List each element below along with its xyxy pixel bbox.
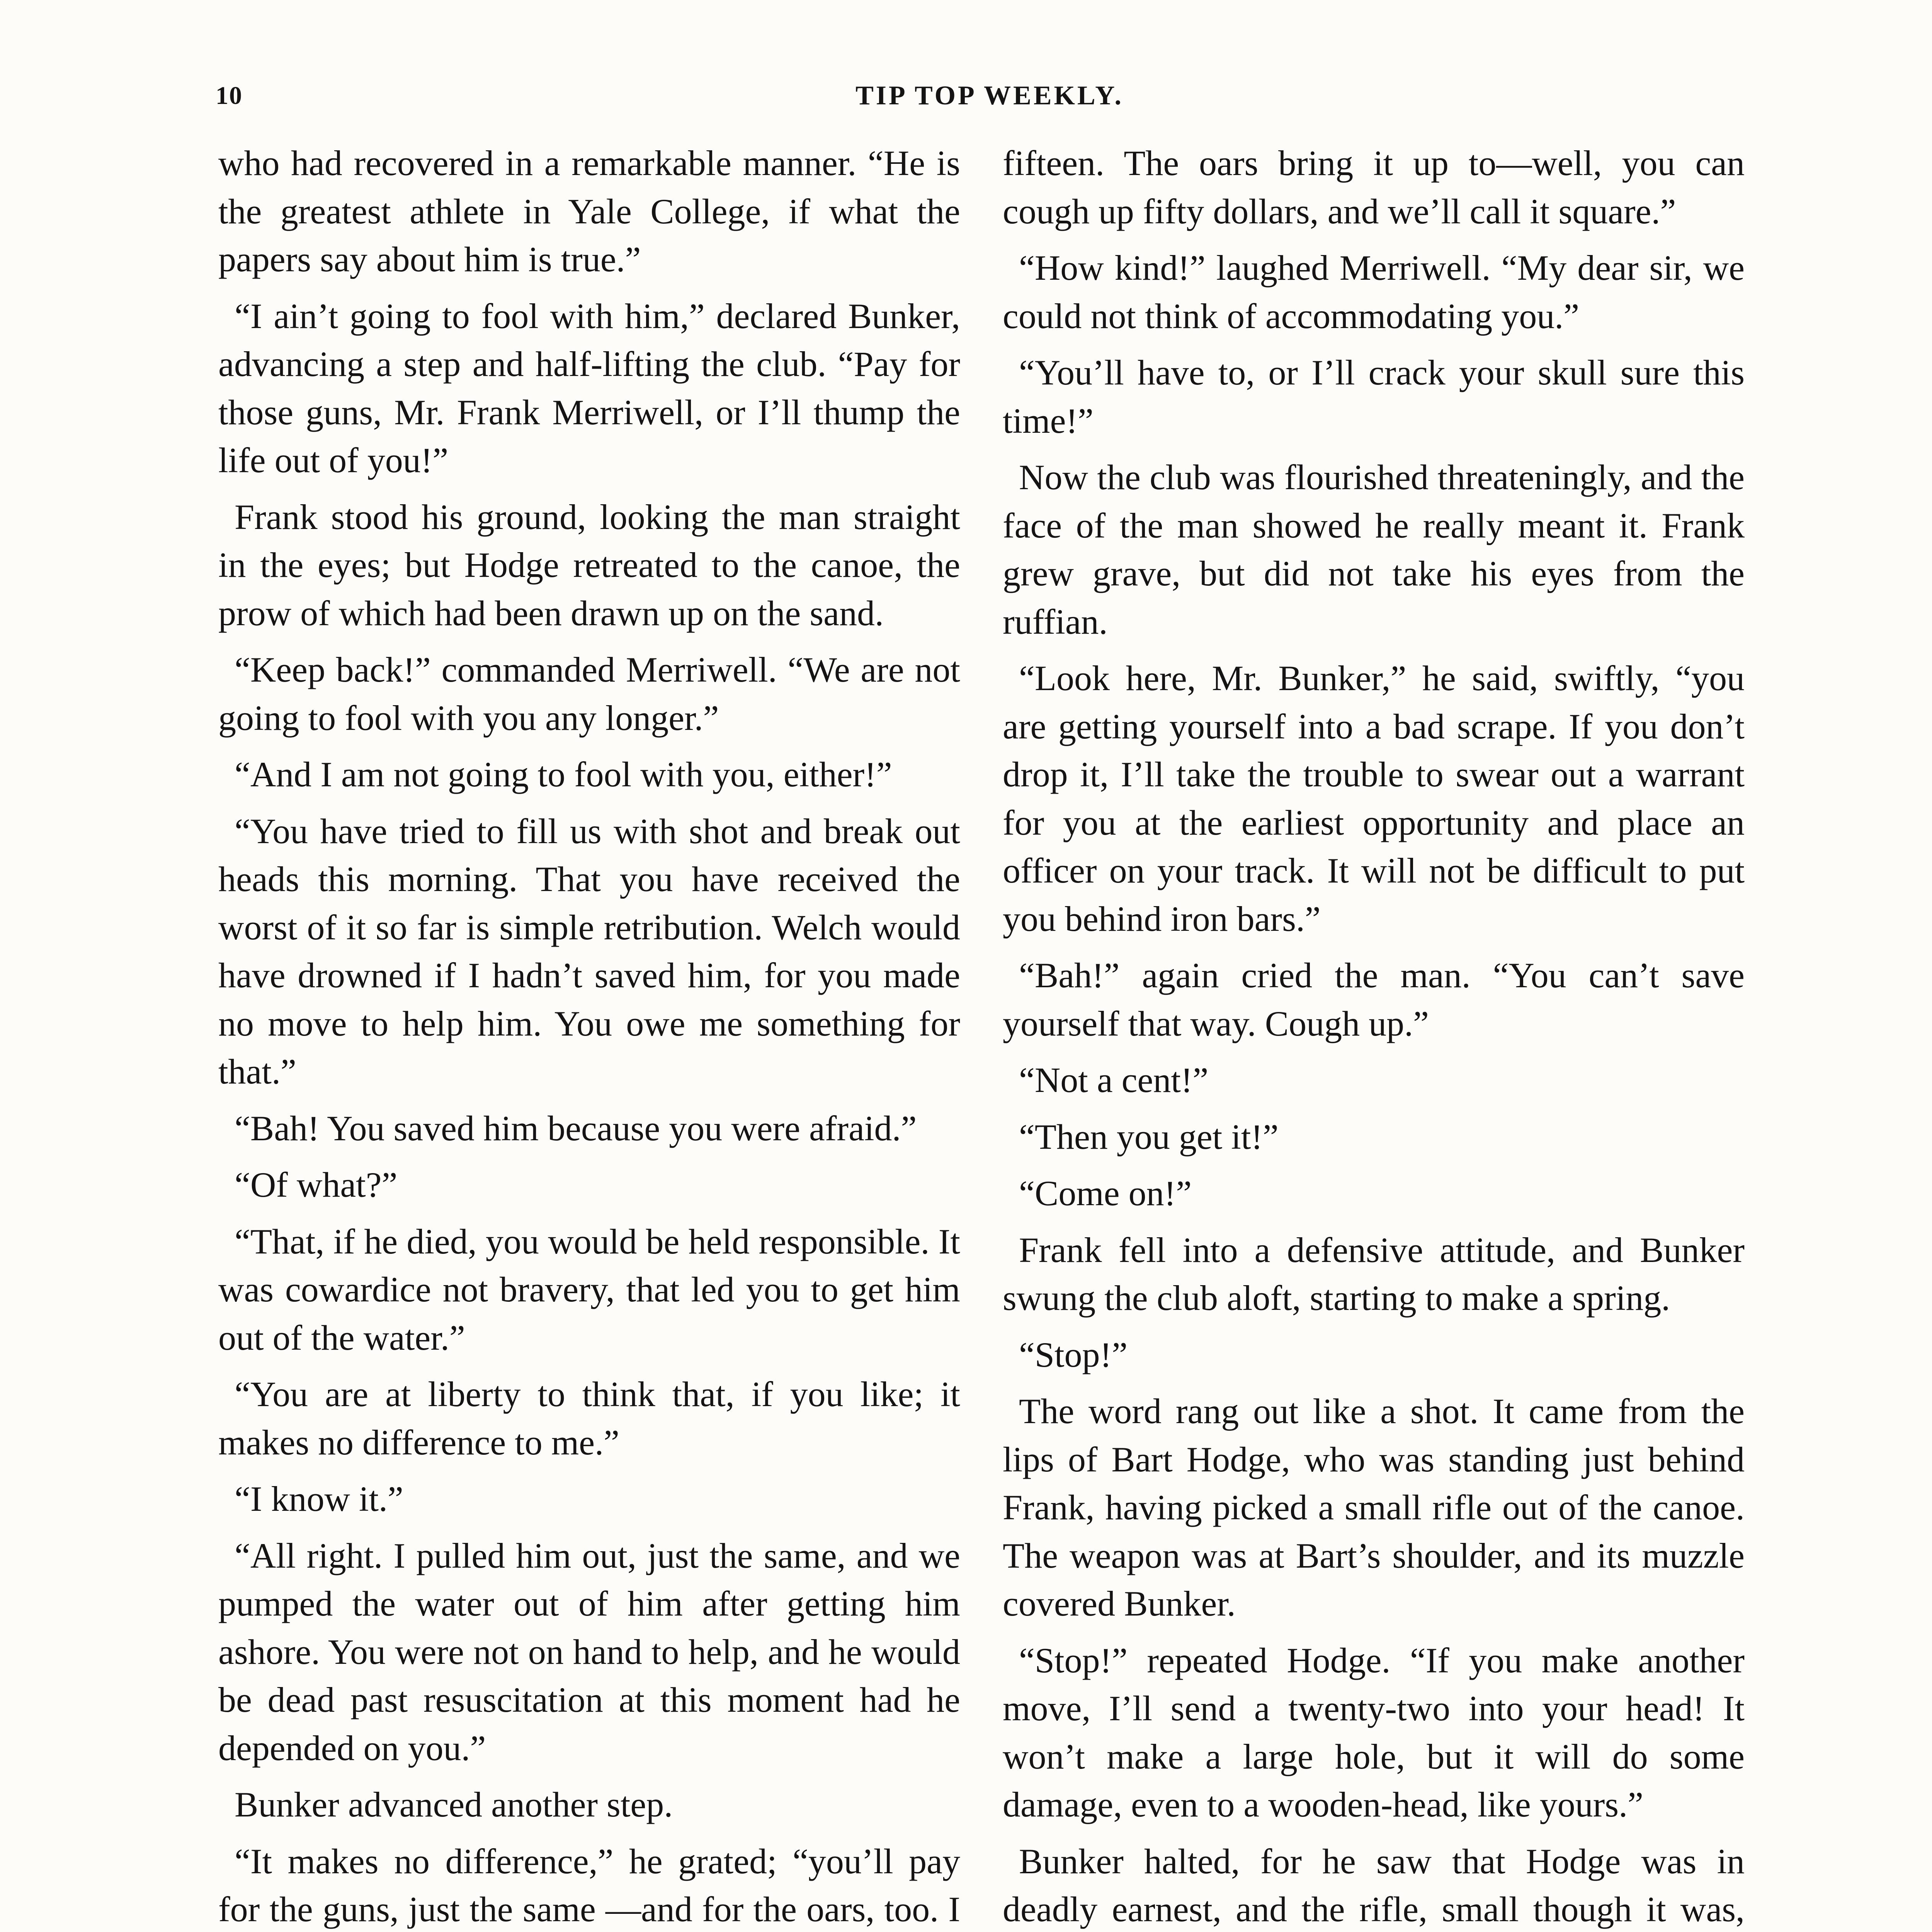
paragraph: “Stop!” bbox=[1019, 1335, 1128, 1374]
paragraph: “It makes no difference,” he grated; “you’ll pay for the guns, just the same —and for the oars, too. I bbox=[218, 1841, 960, 1929]
paragraph: “Keep back!” commanded Merriwell. “We are not going to fool with you any longer.” bbox=[218, 650, 960, 738]
paragraph: “Come on!” bbox=[1019, 1173, 1192, 1213]
paragraph: The word rang out like a shot. It came from the lips of Bart Hodge, who was standing just behind Frank, having picked a small rifle out of the canoe. The weapon was at Bart’s shoulder, and its muzzle covered Bunker. bbox=[1003, 1391, 1745, 1623]
paragraph: who had recovered in a remarkable manner. “He is the greatest athlete in Yale College, if what the papers say about him is true.” bbox=[218, 143, 960, 279]
paragraph: “Look here, Mr. Bunker,” he said, swiftly, “you are getting yourself into a bad scrape. If you don’t drop it, I’ll take the trouble to swear out a warrant for you at the earliest opportunity and place an officer on your track. It will not be difficult to put you behind iron bars.” bbox=[1003, 658, 1745, 939]
right-column bbox=[1003, 139, 1745, 1932]
paragraph: “You are at liberty to think that, if you like; it makes no difference to me.” bbox=[218, 1374, 960, 1462]
paragraph: “You’ll have to, or I’ll crack your skull sure this time!” bbox=[1003, 353, 1745, 440]
paragraph: Frank fell into a defensive attitude, and Bunker swung the club aloft, starting to make a spring. bbox=[1003, 1230, 1745, 1318]
paragraph: “I know it.” bbox=[235, 1479, 403, 1519]
paragraph: fifteen. The oars bring it up to—well, you can cough up fifty dollars, and we’ll call it square.” bbox=[1003, 143, 1745, 231]
paragraph: “How kind!” laughed Merriwell. “My dear sir, we could not think of accommodating you.” bbox=[1003, 248, 1745, 336]
paragraph: “Bah! You saved him because you were afraid.” bbox=[235, 1108, 917, 1148]
paragraph: “Then you get it!” bbox=[1019, 1117, 1279, 1156]
paragraph: Bunker halted, for he saw that Hodge was in deadly earnest, and the rifle, small though it was, bbox=[1003, 1841, 1745, 1929]
running-head: TIP TOP WEEKLY. bbox=[855, 81, 1124, 111]
paragraph: “Stop!” repeated Hodge. “If you make another move, I’ll send a twenty-two into your head! It won’t make a large hole, but it will do some damage, even to a wooden-head, like yours.” bbox=[1003, 1640, 1745, 1824]
paragraph: “Not a cent!” bbox=[1019, 1060, 1209, 1100]
paragraph: Frank stood his ground, looking the man straight in the eyes; but Hodge retreated to the canoe, the prow of which had been drawn up on the sand. bbox=[218, 497, 960, 633]
paragraph: “You have tried to fill us with shot and break out heads this morning. That you have received the worst of it so far is simple retribution. Welch would have drowned if I hadn’t saved him, for you made no move to help him. You owe me something for that.” bbox=[218, 811, 960, 1091]
page-number: 10 bbox=[216, 82, 243, 110]
paragraph: “Bah!” again cried the man. “You can’t save yourself that way. Cough up.” bbox=[1003, 956, 1745, 1043]
paragraph: “All right. I pulled him out, just the same, and we pumped the water out of him after getting him ashore. You were not on hand to help, and he would be dead past resuscitation at this moment had he depended on you.” bbox=[218, 1536, 960, 1768]
paragraph: Now the club was flourished threateningly, and the face of the man showed he really meant it. Frank grew grave, but did not take his eyes from the ruffian. bbox=[1003, 457, 1745, 641]
paragraph: “That, if he died, you would be held responsible. It was cowardice not bravery, that led you to get him out of the water.” bbox=[218, 1221, 960, 1357]
paragraph: “And I am not going to fool with you, either!” bbox=[235, 755, 892, 794]
paragraph: “Of what?” bbox=[235, 1165, 398, 1204]
paragraph: Bunker advanced another step. bbox=[235, 1785, 673, 1824]
paragraph: “I ain’t going to fool with him,” declared Bunker, advancing a step and half-lifting the club. “Pay for those guns, Mr. Frank Merriwell, or I’ll thump the life out of you!” bbox=[218, 296, 960, 480]
left-column bbox=[218, 139, 960, 1932]
